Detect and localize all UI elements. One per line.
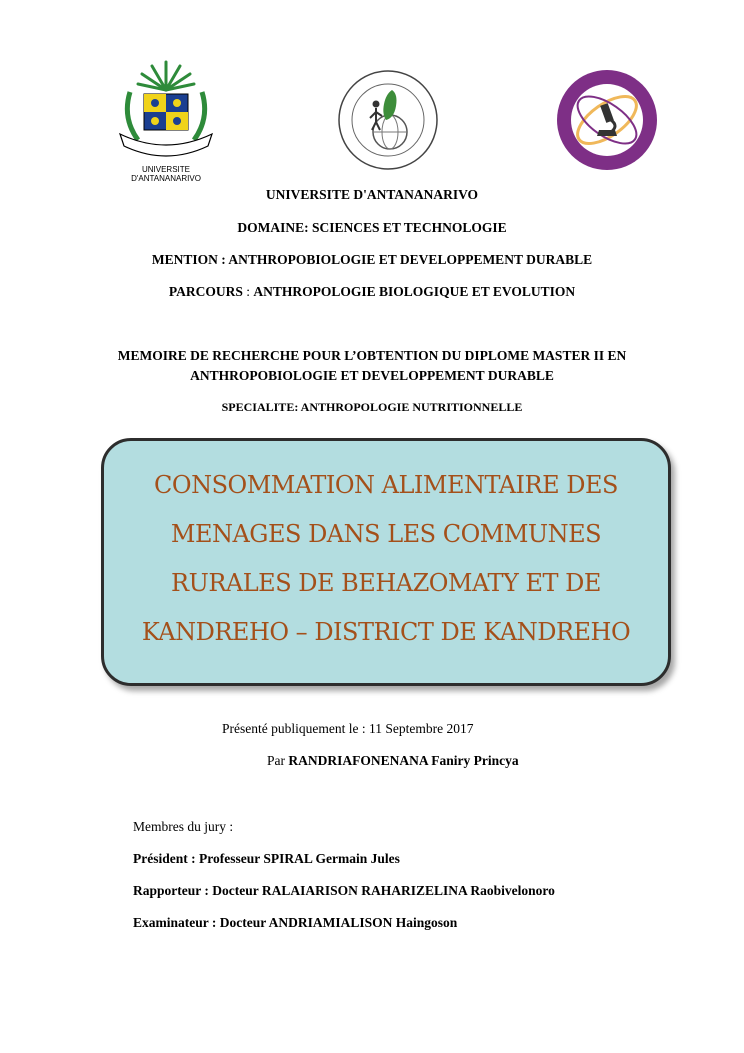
title-line-4: KANDREHO – DISTRICT DE KANDREHO — [141, 618, 631, 646]
domain-line: DOMAINE: SCIENCES ET TECHNOLOGIE — [237, 220, 507, 235]
faculty-logo — [555, 68, 659, 172]
jury-rapporteur: Rapporteur : Docteur RALAIARISON RAHARIZELINA Raobivelonoro — [133, 883, 555, 898]
parcours-value: ANTHROPOLOGIE BIOLOGIQUE ET EVOLUTION — [253, 284, 576, 299]
author-prefix: Par — [267, 753, 289, 768]
presentation-date: Présenté publiquement le : 11 Septembre 2017 — [222, 721, 474, 736]
memoire-line-1: MEMOIRE DE RECHERCHE POUR L’OBTENTION DU DIPLOME MASTER II EN — [117, 348, 627, 363]
jury-heading: Membres du jury : — [133, 819, 234, 834]
memoire-line-2: ANTHROPOBIOLOGIE ET DEVELOPPEMENT DURABLE — [190, 368, 554, 383]
title-line-1: CONSOMMATION ALIMENTAIRE DES — [154, 471, 618, 499]
title-line-2: MENAGES DANS LES COMMUNES — [170, 520, 602, 548]
parcours-separator: : — [242, 284, 254, 299]
jury-president: Président : Professeur SPIRAL Germain Jules — [133, 851, 400, 866]
author-line — [267, 753, 519, 769]
parcours-line — [0, 284, 744, 300]
jury-examinateur: Examinateur : Docteur ANDRIAMIALISON Haingoson — [133, 915, 458, 930]
mention-logo — [336, 68, 440, 172]
mention-seal-icon — [336, 68, 440, 172]
title-box — [101, 438, 671, 686]
mention-line: MENTION : ANTHROPOBIOLOGIE ET DEVELOPPEMENT DURABLE — [151, 252, 593, 267]
thesis-title — [104, 461, 668, 657]
university-name: UNIVERSITE D'ANTANANARIVO — [265, 187, 479, 202]
faculty-seal-icon — [555, 68, 659, 172]
university-logo — [108, 56, 224, 183]
parcours-label: PARCOURS — [168, 284, 243, 299]
author-name: RANDRIAFONENANA Faniry Princya — [288, 753, 519, 768]
specialite-line: SPECIALITE: ANTHROPOLOGIE NUTRITIONNELLE — [221, 400, 523, 414]
title-line-3: RURALES DE BEHAZOMATY ET DE — [171, 569, 601, 597]
university-crest-icon — [108, 56, 224, 180]
university-logo-caption: UNIVERSITE D'ANTANANARIVO — [131, 165, 201, 183]
